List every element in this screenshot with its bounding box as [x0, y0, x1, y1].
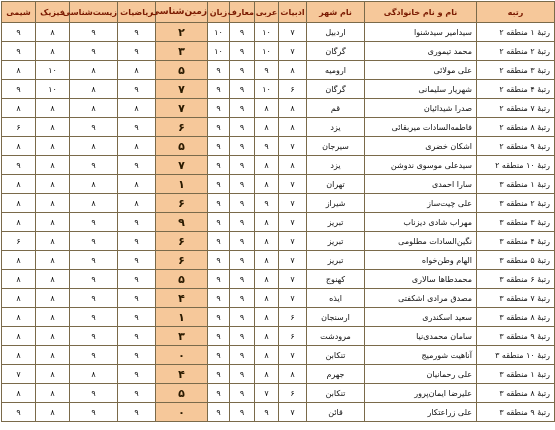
- cell-language: ۹: [208, 80, 230, 99]
- cell-religious-studies: ۹: [230, 365, 255, 384]
- cell-arabic: ۸: [255, 156, 279, 175]
- cell-rank: رتبهٔ ۴ منطقه ۳: [477, 232, 555, 251]
- cell-name: نگین‌السادات مطلومی: [365, 232, 477, 251]
- cell-math: ۸: [118, 175, 156, 194]
- cell-physics: ۸: [36, 365, 70, 384]
- cell-biology: ۹: [70, 213, 118, 232]
- cell-rank: رتبهٔ ۲ منطقه ۲: [477, 42, 555, 61]
- cell-religious-studies: ۹: [230, 137, 255, 156]
- cell-arabic: ۸: [255, 270, 279, 289]
- cell-chemistry: ۶: [2, 118, 36, 137]
- cell-literature: ۷: [279, 251, 307, 270]
- cell-city: شیراز: [307, 194, 365, 213]
- header-literature: ادبیات: [279, 2, 307, 23]
- table-row: [2, 213, 555, 232]
- header-row: [2, 2, 555, 23]
- cell-name: محمد تیموری: [365, 42, 477, 61]
- cell-biology: ۸: [70, 137, 118, 156]
- table-row: [2, 346, 555, 365]
- cell-arabic: ۱۰: [255, 80, 279, 99]
- cell-arabic: ۸: [255, 289, 279, 308]
- cell-chemistry: ۹: [2, 42, 36, 61]
- cell-physics: ۸: [36, 384, 70, 403]
- cell-literature: ۶: [279, 327, 307, 346]
- cell-city: تبریز: [307, 213, 365, 232]
- cell-literature: ۷: [279, 289, 307, 308]
- cell-language: ۹: [208, 327, 230, 346]
- cell-math: ۹: [118, 213, 156, 232]
- cell-language: ۹: [208, 365, 230, 384]
- cell-religious-studies: ۹: [230, 289, 255, 308]
- cell-chemistry: ۸: [2, 99, 36, 118]
- cell-language: ۹: [208, 194, 230, 213]
- cell-religious-studies: ۹: [230, 308, 255, 327]
- cell-religious-studies: ۹: [230, 42, 255, 61]
- header-math: ریاضیات: [118, 2, 156, 23]
- cell-geology: ۹: [156, 213, 208, 232]
- cell-geology: ۴: [156, 289, 208, 308]
- cell-rank: رتبهٔ ۱۰ منطقه ۳: [477, 346, 555, 365]
- cell-religious-studies: ۹: [230, 99, 255, 118]
- cell-biology: ۹: [70, 232, 118, 251]
- header-biology: زیست‌شناسی: [70, 2, 118, 23]
- cell-religious-studies: ۹: [230, 327, 255, 346]
- cell-literature: ۶: [279, 384, 307, 403]
- cell-math: ۹: [118, 23, 156, 42]
- cell-biology: ۹: [70, 327, 118, 346]
- cell-geology: ۶: [156, 194, 208, 213]
- cell-arabic: ۸: [255, 308, 279, 327]
- cell-name: علی رحمانیان: [365, 365, 477, 384]
- cell-rank: رتبهٔ ۳ منطقه ۲: [477, 61, 555, 80]
- cell-geology: ۰: [156, 346, 208, 365]
- cell-name: سامان محمدی‌نیا: [365, 327, 477, 346]
- cell-arabic: ۸: [255, 232, 279, 251]
- cell-city: تبریز: [307, 232, 365, 251]
- cell-chemistry: ۸: [2, 61, 36, 80]
- cell-chemistry: ۸: [2, 289, 36, 308]
- cell-geology: ۵: [156, 137, 208, 156]
- cell-physics: ۸: [36, 403, 70, 422]
- cell-city: ایذه: [307, 289, 365, 308]
- cell-religious-studies: ۹: [230, 80, 255, 99]
- cell-language: ۹: [208, 403, 230, 422]
- table-row: [2, 270, 555, 289]
- cell-arabic: ۸: [255, 99, 279, 118]
- cell-literature: ۸: [279, 118, 307, 137]
- cell-biology: ۹: [70, 118, 118, 137]
- cell-math: ۸: [118, 194, 156, 213]
- cell-literature: ۶: [279, 80, 307, 99]
- header-physics: فیزیک: [36, 2, 70, 23]
- cell-rank: رتبهٔ ۹ منطقه ۳: [477, 403, 555, 422]
- cell-city: مرودشت: [307, 327, 365, 346]
- cell-physics: ۸: [36, 308, 70, 327]
- cell-math: ۹: [118, 118, 156, 137]
- cell-biology: ۸: [70, 99, 118, 118]
- cell-literature: ۷: [279, 270, 307, 289]
- table-body: [2, 23, 555, 422]
- cell-biology: ۹: [70, 251, 118, 270]
- cell-chemistry: ۸: [2, 270, 36, 289]
- cell-religious-studies: ۹: [230, 346, 255, 365]
- cell-biology: ۹: [70, 346, 118, 365]
- cell-geology: ۵: [156, 270, 208, 289]
- cell-religious-studies: ۹: [230, 118, 255, 137]
- cell-chemistry: ۸: [2, 251, 36, 270]
- cell-biology: ۹: [70, 289, 118, 308]
- cell-language: ۹: [208, 99, 230, 118]
- cell-name: مصدق مرادی اشکفتی: [365, 289, 477, 308]
- cell-literature: ۷: [279, 403, 307, 422]
- cell-language: ۹: [208, 213, 230, 232]
- cell-math: ۸: [118, 137, 156, 156]
- cell-geology: ۱: [156, 175, 208, 194]
- cell-biology: ۹: [70, 384, 118, 403]
- cell-literature: ۷: [279, 137, 307, 156]
- cell-rank: رتبهٔ ۷ منطقه ۳: [477, 289, 555, 308]
- cell-physics: ۸: [36, 251, 70, 270]
- header-language: زبان: [208, 2, 230, 23]
- table-row: [2, 80, 555, 99]
- cell-city: تنکابن: [307, 346, 365, 365]
- cell-biology: ۹: [70, 403, 118, 422]
- cell-literature: ۶: [279, 308, 307, 327]
- cell-religious-studies: ۹: [230, 251, 255, 270]
- cell-math: ۹: [118, 327, 156, 346]
- cell-arabic: ۸: [255, 327, 279, 346]
- cell-literature: ۸: [279, 365, 307, 384]
- cell-rank: رتبهٔ ۹ منطقه ۳: [477, 327, 555, 346]
- cell-biology: ۸: [70, 61, 118, 80]
- cell-physics: ۸: [36, 327, 70, 346]
- table-row: [2, 289, 555, 308]
- cell-literature: ۷: [279, 232, 307, 251]
- cell-chemistry: ۹: [2, 403, 36, 422]
- cell-chemistry: ۶: [2, 232, 36, 251]
- cell-language: ۱۰: [208, 23, 230, 42]
- cell-language: ۹: [208, 61, 230, 80]
- cell-geology: ۴: [156, 365, 208, 384]
- cell-biology: ۸: [70, 80, 118, 99]
- table-row: [2, 403, 555, 422]
- cell-arabic: ۸: [255, 118, 279, 137]
- cell-chemistry: ۸: [2, 213, 36, 232]
- cell-name: علی زراعتکار: [365, 403, 477, 422]
- cell-arabic: ۹: [255, 137, 279, 156]
- table-row: [2, 308, 555, 327]
- cell-religious-studies: ۹: [230, 270, 255, 289]
- cell-language: ۹: [208, 384, 230, 403]
- cell-name: مهراب شادی دیزناب: [365, 213, 477, 232]
- cell-arabic: ۸: [255, 251, 279, 270]
- cell-rank: رتبهٔ ۱۰ منطقه ۲: [477, 156, 555, 175]
- cell-rank: رتبهٔ ۸ منطقه ۳: [477, 384, 555, 403]
- cell-rank: رتبهٔ ۴ منطقه ۲: [477, 80, 555, 99]
- cell-arabic: ۹: [255, 403, 279, 422]
- cell-biology: ۹: [70, 23, 118, 42]
- cell-city: گرگان: [307, 42, 365, 61]
- cell-chemistry: ۸: [2, 346, 36, 365]
- cell-literature: ۷: [279, 42, 307, 61]
- cell-geology: ۵: [156, 384, 208, 403]
- cell-language: ۹: [208, 270, 230, 289]
- cell-math: ۹: [118, 251, 156, 270]
- cell-religious-studies: ۹: [230, 213, 255, 232]
- table-row: [2, 194, 555, 213]
- cell-religious-studies: ۹: [230, 61, 255, 80]
- cell-name: شهریار سلیمانی: [365, 80, 477, 99]
- cell-chemistry: ۸: [2, 175, 36, 194]
- cell-religious-studies: ۹: [230, 175, 255, 194]
- table-row: [2, 118, 555, 137]
- header-rank: رتبه: [477, 2, 555, 23]
- cell-physics: ۱۰: [36, 61, 70, 80]
- cell-name: صدرا شیدائیان: [365, 99, 477, 118]
- cell-arabic: ۷: [255, 384, 279, 403]
- cell-geology: ۵: [156, 61, 208, 80]
- cell-name: فاطمه‌السادات میربقائی: [365, 118, 477, 137]
- cell-religious-studies: ۹: [230, 23, 255, 42]
- cell-name: محمدطاها سالاری: [365, 270, 477, 289]
- results-table: [1, 1, 555, 422]
- cell-arabic: ۸: [255, 175, 279, 194]
- cell-physics: ۸: [36, 346, 70, 365]
- cell-geology: ۲: [156, 23, 208, 42]
- cell-literature: ۷: [279, 23, 307, 42]
- cell-arabic: ۹: [255, 194, 279, 213]
- cell-chemistry: ۸: [2, 384, 36, 403]
- cell-rank: رتبهٔ ۶ منطقه ۳: [477, 270, 555, 289]
- cell-chemistry: ۸: [2, 137, 36, 156]
- cell-city: اردبیل: [307, 23, 365, 42]
- cell-physics: ۱۰: [36, 80, 70, 99]
- cell-literature: ۸: [279, 61, 307, 80]
- cell-physics: ۸: [36, 156, 70, 175]
- cell-religious-studies: ۹: [230, 194, 255, 213]
- cell-name: سیدامیر سیدشنوا: [365, 23, 477, 42]
- cell-language: ۹: [208, 156, 230, 175]
- cell-literature: ۷: [279, 175, 307, 194]
- results-table-container: [1, 1, 550, 429]
- cell-math: ۹: [118, 289, 156, 308]
- cell-physics: ۸: [36, 42, 70, 61]
- cell-language: ۹: [208, 175, 230, 194]
- header-chemistry: شیمی: [2, 2, 36, 23]
- cell-city: یزد: [307, 118, 365, 137]
- cell-literature: ۷: [279, 213, 307, 232]
- cell-rank: رتبهٔ ۹ منطقه ۲: [477, 137, 555, 156]
- cell-city: تبریز: [307, 251, 365, 270]
- cell-physics: ۸: [36, 99, 70, 118]
- table-row: [2, 156, 555, 175]
- cell-name: علیرضا ایمان‌پرور: [365, 384, 477, 403]
- cell-city: یزد: [307, 156, 365, 175]
- cell-physics: ۸: [36, 175, 70, 194]
- cell-math: ۸: [118, 61, 156, 80]
- cell-language: ۹: [208, 118, 230, 137]
- cell-geology: ۳: [156, 42, 208, 61]
- cell-math: ۹: [118, 384, 156, 403]
- cell-language: ۹: [208, 137, 230, 156]
- cell-physics: ۸: [36, 213, 70, 232]
- cell-arabic: ۸: [255, 213, 279, 232]
- cell-geology: ۶: [156, 251, 208, 270]
- cell-geology: ۳: [156, 327, 208, 346]
- cell-biology: ۸: [70, 175, 118, 194]
- cell-language: ۹: [208, 289, 230, 308]
- table-row: [2, 175, 555, 194]
- cell-geology: ۶: [156, 118, 208, 137]
- cell-math: ۹: [118, 270, 156, 289]
- cell-city: ارسنجان: [307, 308, 365, 327]
- cell-geology: ۷: [156, 80, 208, 99]
- cell-arabic: ۱۰: [255, 42, 279, 61]
- cell-rank: رتبهٔ ۱ منطقه ۳: [477, 175, 555, 194]
- cell-language: ۹: [208, 308, 230, 327]
- cell-biology: ۹: [70, 156, 118, 175]
- cell-physics: ۸: [36, 118, 70, 137]
- header-arabic: عربی: [255, 2, 279, 23]
- cell-city: تنکابن: [307, 384, 365, 403]
- cell-math: ۹: [118, 403, 156, 422]
- cell-geology: ۶: [156, 232, 208, 251]
- cell-name: آناهیت شورمیج: [365, 346, 477, 365]
- cell-biology: ۸: [70, 194, 118, 213]
- cell-language: ۱۰: [208, 42, 230, 61]
- cell-name: علی چیت‌ساز: [365, 194, 477, 213]
- cell-chemistry: ۹: [2, 80, 36, 99]
- cell-city: قائن: [307, 403, 365, 422]
- cell-geology: ۰: [156, 403, 208, 422]
- cell-geology: ۷: [156, 99, 208, 118]
- cell-city: کهنوج: [307, 270, 365, 289]
- cell-name: علی مولائی: [365, 61, 477, 80]
- cell-physics: ۸: [36, 23, 70, 42]
- cell-literature: ۷: [279, 346, 307, 365]
- cell-rank: رتبهٔ ۱ منطقه ۲: [477, 23, 555, 42]
- cell-language: ۹: [208, 346, 230, 365]
- cell-math: ۹: [118, 80, 156, 99]
- cell-rank: رتبهٔ ۱ منطقه ۳: [477, 365, 555, 384]
- cell-math: ۹: [118, 232, 156, 251]
- cell-chemistry: ۹: [2, 23, 36, 42]
- table-row: [2, 251, 555, 270]
- cell-chemistry: ۸: [2, 308, 36, 327]
- cell-arabic: ۹: [255, 61, 279, 80]
- cell-language: ۹: [208, 251, 230, 270]
- cell-math: ۸: [118, 99, 156, 118]
- cell-chemistry: ۹: [2, 156, 36, 175]
- table-row: [2, 232, 555, 251]
- cell-geology: ۱: [156, 308, 208, 327]
- cell-name: اشکان خضری: [365, 137, 477, 156]
- cell-math: ۹: [118, 156, 156, 175]
- cell-name: الهام وطن‌خواه: [365, 251, 477, 270]
- table-row: [2, 61, 555, 80]
- header-religious-studies: معارف: [230, 2, 255, 23]
- cell-religious-studies: ۹: [230, 156, 255, 175]
- cell-arabic: ۱۰: [255, 23, 279, 42]
- cell-arabic: ۸: [255, 365, 279, 384]
- cell-religious-studies: ۹: [230, 384, 255, 403]
- table-row: [2, 384, 555, 403]
- cell-biology: ۹: [70, 42, 118, 61]
- cell-geology: ۷: [156, 156, 208, 175]
- cell-city: گرگان: [307, 80, 365, 99]
- cell-literature: ۸: [279, 99, 307, 118]
- cell-rank: رتبهٔ ۸ منطقه ۳: [477, 308, 555, 327]
- cell-city: قم: [307, 99, 365, 118]
- header-city: نام شهر: [307, 2, 365, 23]
- cell-rank: رتبهٔ ۵ منطقه ۳: [477, 251, 555, 270]
- cell-literature: ۸: [279, 156, 307, 175]
- cell-literature: ۷: [279, 194, 307, 213]
- cell-city: تهران: [307, 175, 365, 194]
- cell-physics: ۸: [36, 289, 70, 308]
- cell-physics: ۸: [36, 232, 70, 251]
- cell-biology: ۹: [70, 308, 118, 327]
- cell-physics: ۸: [36, 194, 70, 213]
- cell-rank: رتبهٔ ۲ منطقه ۳: [477, 194, 555, 213]
- cell-math: ۹: [118, 42, 156, 61]
- cell-chemistry: ۸: [2, 327, 36, 346]
- cell-name: سارا احمدی: [365, 175, 477, 194]
- cell-physics: ۸: [36, 137, 70, 156]
- cell-religious-studies: ۹: [230, 232, 255, 251]
- header-geology: زمین‌شناسی: [156, 2, 208, 23]
- table-row: [2, 365, 555, 384]
- cell-religious-studies: ۹: [230, 403, 255, 422]
- cell-rank: رتبهٔ ۸ منطقه ۲: [477, 118, 555, 137]
- cell-language: ۹: [208, 232, 230, 251]
- cell-biology: ۹: [70, 270, 118, 289]
- cell-name: سیدعلی موسوی ندوشن: [365, 156, 477, 175]
- cell-math: ۹: [118, 365, 156, 384]
- cell-math: ۹: [118, 308, 156, 327]
- cell-rank: رتبهٔ ۷ منطقه ۲: [477, 99, 555, 118]
- cell-physics: ۸: [36, 270, 70, 289]
- cell-city: جهرم: [307, 365, 365, 384]
- cell-chemistry: ۸: [2, 194, 36, 213]
- table-row: [2, 23, 555, 42]
- table-row: [2, 137, 555, 156]
- cell-name: سعید اسکندری: [365, 308, 477, 327]
- cell-rank: رتبهٔ ۳ منطقه ۳: [477, 213, 555, 232]
- cell-math: ۹: [118, 346, 156, 365]
- table-row: [2, 327, 555, 346]
- cell-biology: ۸: [70, 365, 118, 384]
- cell-arabic: ۸: [255, 346, 279, 365]
- cell-chemistry: ۷: [2, 365, 36, 384]
- table-row: [2, 99, 555, 118]
- header-name: نام و نام خانوادگی: [365, 2, 477, 23]
- cell-city: ارومیه: [307, 61, 365, 80]
- table-row: [2, 42, 555, 61]
- cell-city: سیرجان: [307, 137, 365, 156]
